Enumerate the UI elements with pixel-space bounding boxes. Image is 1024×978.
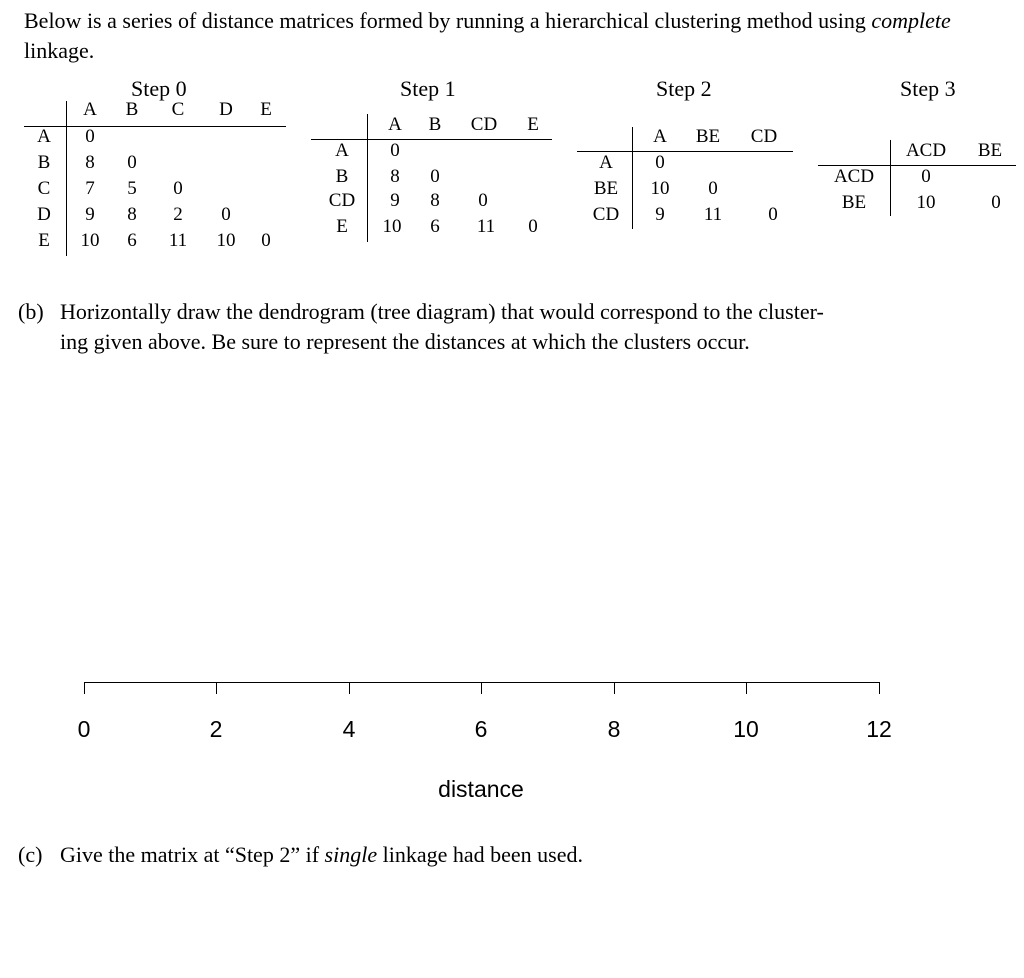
step1-cell: 0 (390, 140, 400, 161)
step1-row-header: A (335, 140, 349, 161)
axis-tick-label: 4 (342, 716, 356, 742)
axis-tick (84, 682, 85, 694)
step0-cell: 10 (216, 230, 236, 251)
step2-row-header: CD (592, 204, 620, 225)
step1-row-header: CD (328, 190, 356, 211)
step0-row-header: D (37, 204, 51, 225)
step2-cell: 10 (650, 178, 670, 199)
step2-row-header: A (599, 152, 613, 173)
part-c-label: (c) (18, 842, 43, 867)
step0-cell: 10 (80, 230, 100, 251)
step2-col-header: BE (695, 126, 721, 147)
step0-header-rule (24, 126, 286, 127)
step1-col-header: B (428, 114, 442, 135)
step2-row-header: BE (593, 178, 619, 199)
axis-title: distance (438, 776, 524, 802)
step1-cell: 8 (430, 190, 440, 211)
step1-cell: 10 (382, 216, 402, 237)
step1-cell: 9 (390, 190, 400, 211)
step1-row-rule (367, 114, 368, 242)
step0-title: Step 0 (131, 76, 187, 101)
step0-col-header: B (125, 99, 139, 120)
step0-col-header: C (171, 99, 185, 120)
axis-tick-label: 0 (77, 716, 91, 742)
axis-tick-label: 2 (209, 716, 223, 742)
step0-row-header: A (37, 126, 51, 147)
part-c-text (60, 840, 1000, 870)
step0-cell: 11 (168, 230, 188, 251)
intro-emphasis: complete (871, 8, 951, 33)
step0-cell: 8 (85, 152, 95, 173)
intro-text-start: Below is a series of distance matrices formed by running a hierarchical clustering method using (24, 8, 872, 33)
step0-col-header: A (83, 99, 97, 120)
step3-row-header: BE (841, 192, 867, 213)
axis-tick (349, 682, 350, 694)
step0-col-header: D (219, 99, 233, 120)
step0-cell: 0 (173, 178, 183, 199)
step3-cell: 0 (991, 192, 1001, 213)
step2-col-header: CD (750, 126, 778, 147)
step0-cell: 8 (127, 204, 137, 225)
axis-tick (216, 682, 217, 694)
step3-row-rule (890, 140, 891, 216)
part-c-text-end: linkage had been used. (377, 842, 583, 867)
step1-cell: 11 (476, 216, 496, 237)
step2-cell: 11 (703, 204, 723, 225)
step0-row-header: E (38, 230, 50, 251)
step1-title: Step 1 (400, 76, 456, 101)
axis-tick-label: 12 (866, 716, 892, 742)
step1-cell: 0 (430, 166, 440, 187)
step1-col-header: A (388, 114, 402, 135)
step0-cell: 0 (221, 204, 231, 225)
step0-cell: 9 (85, 204, 95, 225)
axis-tick (614, 682, 615, 694)
step0-cell: 6 (127, 230, 137, 251)
step2-cell: 0 (708, 178, 718, 199)
step1-cell: 6 (430, 216, 440, 237)
step3-cell: 0 (921, 166, 931, 187)
axis-line (84, 682, 880, 683)
intro-text-end: linkage. (24, 38, 95, 63)
step0-row-rule (66, 101, 67, 256)
step0-row-header: C (37, 178, 51, 199)
step2-title: Step 2 (656, 76, 712, 101)
part-c-emphasis: single (324, 842, 378, 867)
step1-row-header: E (336, 216, 348, 237)
intro-paragraph (24, 6, 984, 66)
step1-cell: 0 (528, 216, 538, 237)
axis-tick-label: 6 (474, 716, 488, 742)
part-b-label: (b) (18, 299, 44, 324)
step0-col-header: E (260, 99, 272, 120)
step3-cell: 10 (916, 192, 936, 213)
axis-tick-label: 10 (733, 716, 759, 742)
step0-row-header: B (37, 152, 51, 173)
step3-col-header: ACD (905, 140, 947, 161)
step0-cell: 0 (127, 152, 137, 173)
axis-tick-label: 8 (607, 716, 621, 742)
step2-col-header: A (653, 126, 667, 147)
step2-cell: 0 (768, 204, 778, 225)
axis-tick (746, 682, 747, 694)
step3-title: Step 3 (900, 76, 956, 101)
step2-row-rule (632, 127, 633, 229)
step0-cell: 2 (173, 204, 183, 225)
part-b-line2: ing given above. Be sure to represent the distances at which the clusters occur. (60, 329, 750, 354)
step2-cell: 0 (655, 152, 665, 173)
part-b-line1: Horizontally draw the dendrogram (tree diagram) that would correspond to the cluster- (60, 299, 824, 324)
step1-row-header: B (335, 166, 349, 187)
axis-tick (879, 682, 880, 694)
part-c-text-start: Give the matrix at “Step 2” if (60, 842, 325, 867)
step0-cell: 7 (85, 178, 95, 199)
step1-cell: 0 (478, 190, 488, 211)
step1-col-header: E (527, 114, 539, 135)
axis-tick (481, 682, 482, 694)
step0-cell: 0 (261, 230, 271, 251)
step1-cell: 8 (390, 166, 400, 187)
step1-col-header: CD (470, 114, 498, 135)
step3-row-header: ACD (833, 166, 875, 187)
step0-cell: 5 (127, 178, 137, 199)
step0-cell: 0 (85, 126, 95, 147)
step2-cell: 9 (655, 204, 665, 225)
step3-col-header: BE (977, 140, 1003, 161)
